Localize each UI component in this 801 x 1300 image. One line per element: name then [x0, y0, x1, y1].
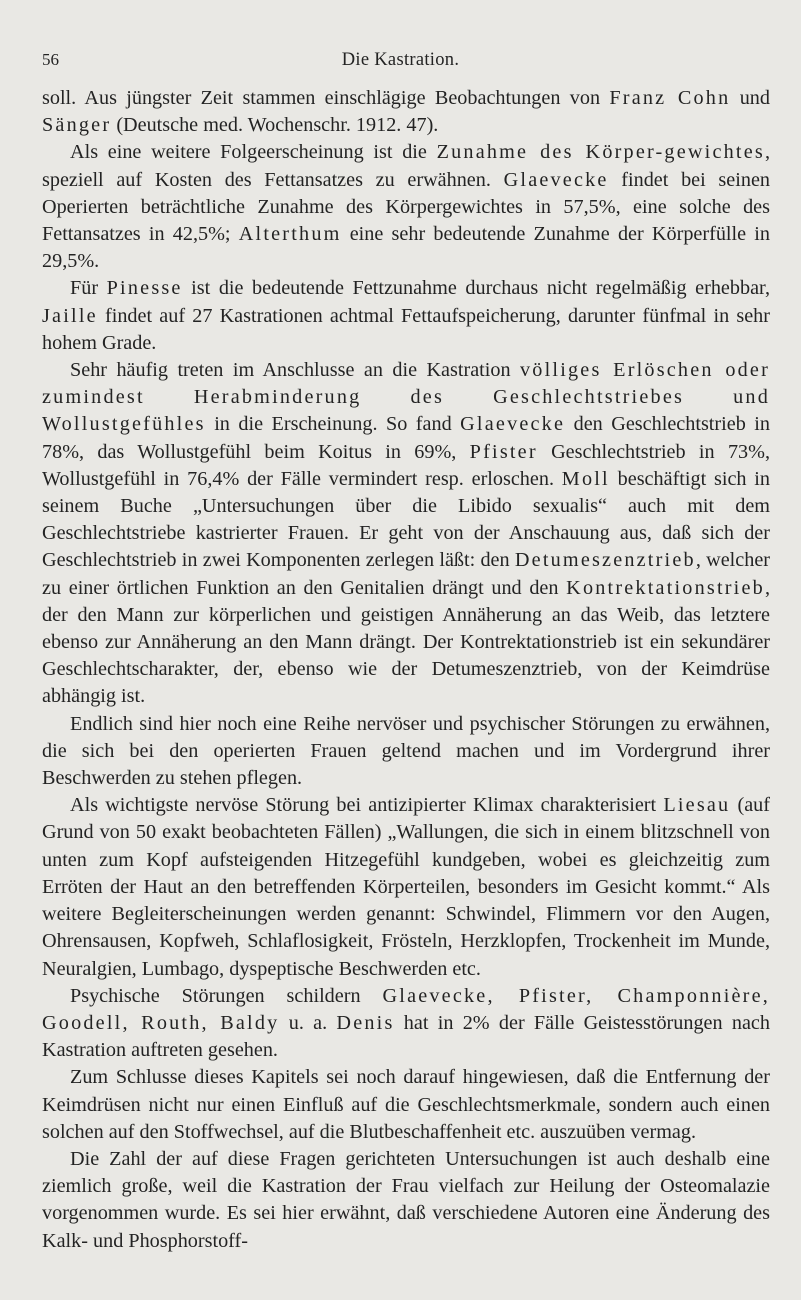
spaced-emphasis: Moll: [561, 467, 610, 490]
text-run: Als eine weitere Folgeerscheinung ist die: [70, 141, 437, 164]
paragraph: [42, 792, 770, 982]
body-text: [42, 85, 770, 1255]
text-run: beschäftigt sich in seinem Buche „Untersuchungen über die Libido sexualis“ auch mit dem Geschlechtstriebe kastrierter Frauen. Er geht von der Anschauung aus, daß sich der Geschlechtstrieb in zwei Komponenten zerlegen läßt: den: [42, 467, 770, 572]
text-run: Die Zahl der auf diese Fragen gerichteten Untersuchungen ist auch deshalb eine ziemlich große, weil die Kastration der Frau vielfach zur Heilung der Osteomalazie vorgenommen wurde. Es sei hier erwähnt, daß verschiedene Autoren eine Änderung des Kalk- und Phosphorstoff-: [42, 1147, 770, 1252]
text-run: Psychische Störungen schildern: [70, 984, 383, 1007]
spaced-emphasis: Alterthum: [238, 223, 342, 246]
text-run: u. a.: [279, 1011, 337, 1034]
spaced-emphasis: Denis: [336, 1011, 395, 1034]
text-run: den Geschlechtstrieb in 78%, das Wollustgefühl beim Koitus in 69%,: [42, 413, 770, 463]
text-run: soll. Aus jüngster Zeit stammen einschlägige Beobachtungen von: [42, 87, 610, 109]
paragraph: [42, 1146, 770, 1255]
text-run: eine sehr bedeutende Zunahme der Körperfülle in 29,5%.: [42, 223, 770, 273]
paragraph: [42, 1064, 770, 1146]
spaced-emphasis: Pfister: [469, 440, 538, 463]
text-run: , welcher zu einer örtlichen Funktion an den Genitalien drängt und den: [42, 549, 770, 599]
paragraph: [42, 983, 770, 1065]
text-run: (auf Grund von 50 exakt beobachteten Fällen) „Wallungen, die sich in einem blitzschnell von unten zum Kopf aufsteigenden Hitzegefühl kundgeben, wobei es gleichzeitig zum Erröten der Haut an den betreffenden Körperteilen, besonders im Gesicht kommt.“ Als weitere Begleiterscheinungen werden genannt: Schwindel, Flimmern vor den Augen, Ohrensausen, Kopfweh, Schlaflosigkeit, Frösteln, Herzklopfen, Trockenheit im Munde, Neuralgien, Lumbago, dyspeptische Beschwerden etc.: [42, 794, 771, 980]
text-run: Für: [70, 277, 107, 300]
text-run: , der den Mann zur körperlichen und geistigen Annäherung an das Weib, das letztere ebenso zur Annäherung an den Mann drängt. Der Kontrektationstrieb ist ein sekundärer Geschlechtscharakter, der, ebenso wie der Detumeszenztrieb, von der Keimdrüse abhängig ist.: [42, 576, 770, 708]
paragraph: [42, 357, 770, 711]
spaced-emphasis: Sänger: [42, 114, 112, 137]
page-number: 56: [42, 50, 59, 69]
text-run: hat in 2% der Fälle Geistesstörungen nach Kastration auftreten gesehen.: [42, 1011, 770, 1062]
spaced-emphasis: Franz Cohn: [609, 87, 731, 109]
paragraph: [42, 711, 770, 793]
spaced-emphasis: Glaevecke: [503, 168, 609, 191]
paragraph: [42, 85, 770, 139]
text-run: (Deutsche med. Wochenschr. 1912. 47).: [111, 114, 439, 137]
text-run: findet auf 27 Kastrationen achtmal Fettaufspeicherung, darunter fünfmal in sehr hohem Grade.: [42, 304, 770, 354]
text-run: Als wichtigste nervöse Störung bei antizipierter Klimax charakterisiert: [70, 794, 664, 817]
paragraph: [42, 275, 770, 357]
spaced-emphasis: Glaevecke: [460, 413, 566, 436]
text-run: Geschlechtstrieb in 73%, Wollustgefühl in 76,4% der Fälle vermindert resp. erloschen.: [42, 440, 770, 490]
spaced-emphasis: Liesau: [663, 794, 731, 817]
spaced-emphasis: völliges Erlöschen oder zumindest Herabminderung des Geschlechtstriebes und Wollustgefühles: [42, 359, 770, 436]
paragraph: [42, 139, 770, 275]
text-run: und: [730, 87, 770, 109]
spaced-emphasis: Kontrektationstrieb: [566, 576, 765, 599]
text-run: , speziell auf Kosten des Fettansatzes zu erwähnen.: [42, 141, 770, 191]
text-run: ist die bedeutende Fettzunahme durchaus nicht regelmäßig erhebbar,: [182, 277, 771, 300]
spaced-emphasis: Jaille: [42, 304, 98, 327]
text-run: Sehr häufig treten im Anschlusse an die Kastration: [70, 359, 520, 382]
text-run: in die Erscheinung. So fand: [205, 413, 461, 436]
spaced-emphasis: Detumeszenztrieb: [514, 549, 696, 572]
spaced-emphasis: Pinesse: [106, 277, 183, 300]
spaced-emphasis: Zunahme des Körper-gewichtes: [436, 141, 765, 164]
text-run: findet bei seinen Operierten beträchtliche Zunahme des Körpergewichtes in 57,5%, eine solche des Fettansatzes in 42,5%;: [42, 168, 770, 246]
running-title: Die Kastration.: [341, 50, 460, 70]
spaced-emphasis: Glaevecke, Pfister, Champonnière, Goodell, Routh, Baldy: [42, 984, 770, 1034]
text-run: Endlich sind hier noch eine Reihe nervöser und psychischer Störungen zu erwähnen, die sich bei den operierten Frauen geltend machen und im Vordergrund ihrer Beschwerden zu stehen pflegen.: [42, 712, 770, 790]
text-run: Zum Schlusse dieses Kapitels sei noch darauf hingewiesen, daß die Entfernung der Keimdrüsen nicht nur einen Einfluß auf die Geschlechtsmerkmale, sondern auch einen solchen auf den Stoffwechsel, auf die Blutbeschaffenheit etc. auszuüben vermag.: [42, 1066, 770, 1143]
